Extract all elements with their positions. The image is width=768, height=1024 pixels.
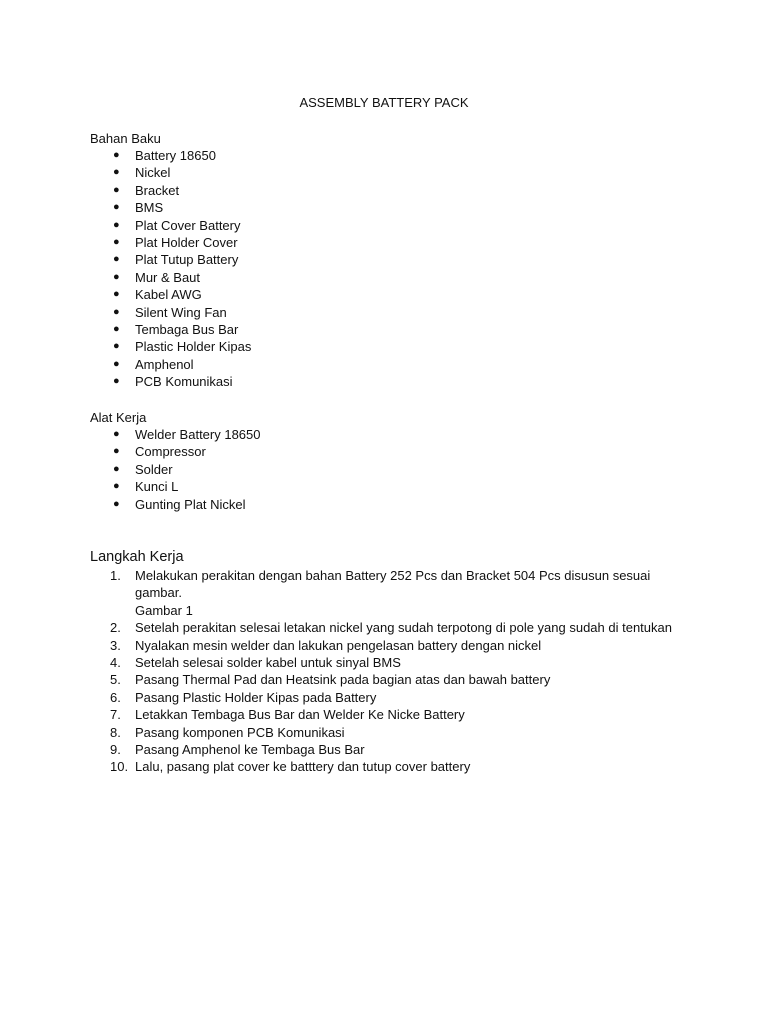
bullet-icon: ● bbox=[113, 322, 120, 335]
bahan-baku-list bbox=[90, 147, 690, 390]
list-item: ● Battery 18650 bbox=[113, 148, 216, 163]
list-item: 3. Nyalakan mesin welder dan lakukan pengelasan battery dengan nickel bbox=[110, 637, 542, 653]
list-item: ● BMS bbox=[113, 200, 164, 216]
list-item: 9. Pasang Amphenol ke Tembaga Bus Bar bbox=[110, 742, 365, 758]
list-item: 7. Letakkan Tembaga Bus Bar dan Welder Ke Nicke Battery bbox=[110, 707, 465, 723]
bahan-baku-heading: Bahan Baku bbox=[90, 131, 161, 146]
bullet-icon: ● bbox=[113, 253, 120, 266]
bullet-icon: ● bbox=[113, 183, 120, 196]
list-item: ● Silent Wing Fan bbox=[113, 304, 227, 320]
list-item: ● Tembaga Bus Bar bbox=[113, 321, 239, 337]
list-item: 1. Melakukan perakitan dengan bahan Battery 252 Pcs dan Bracket 504 Pcs disusun sesuai gambar. Gambar 1 bbox=[110, 568, 651, 618]
bullet-icon: ● bbox=[113, 480, 120, 493]
list-item: 6. Pasang Plastic Holder Kipas pada Battery bbox=[110, 689, 377, 705]
list-item: ● Kunci L bbox=[113, 479, 179, 495]
bullet-icon: ● bbox=[113, 288, 120, 301]
alat-kerja-list bbox=[90, 426, 690, 513]
langkah-kerja-heading: Langkah Kerja bbox=[90, 549, 184, 565]
list-item: ● Welder Battery 18650 bbox=[113, 427, 261, 442]
bullet-icon: ● bbox=[113, 428, 120, 440]
bullet-icon: ● bbox=[113, 149, 120, 161]
langkah-kerja-list bbox=[90, 567, 690, 776]
list-item: ● Nickel bbox=[113, 165, 171, 181]
bullet-icon: ● bbox=[113, 357, 120, 370]
list-item: ● Solder bbox=[113, 461, 173, 477]
list-item: ● Plastic Holder Kipas bbox=[113, 339, 252, 355]
list-item: ● Amphenol bbox=[113, 356, 194, 372]
list-item: 2. Setelah perakitan selesai letakan nickel yang sudah terpotong di pole yang sudah di tentukan bbox=[110, 620, 672, 636]
bullet-icon: ● bbox=[113, 497, 120, 510]
list-item: ● Plat Holder Cover bbox=[113, 234, 238, 250]
list-item: 5. Pasang Thermal Pad dan Heatsink pada bagian atas dan bawah battery bbox=[110, 672, 551, 688]
bullet-icon: ● bbox=[113, 218, 120, 231]
list-item: 8. Pasang komponen PCB Komunikasi bbox=[110, 724, 345, 740]
langkah-kerja-section bbox=[90, 548, 690, 776]
list-item: ● Kabel AWG bbox=[113, 287, 202, 303]
bullet-icon: ● bbox=[113, 340, 120, 353]
bullet-icon: ● bbox=[113, 375, 120, 388]
list-item: ● Plat Cover Battery bbox=[113, 217, 241, 233]
list-item: ● Compressor bbox=[113, 444, 206, 460]
bullet-icon: ● bbox=[113, 270, 120, 283]
bullet-icon: ● bbox=[113, 305, 120, 318]
list-item: ● Plat Tutup Battery bbox=[113, 252, 239, 268]
list-item: 4. Setelah selesai solder kabel untuk sinyal BMS bbox=[110, 655, 401, 671]
alat-kerja-heading: Alat Kerja bbox=[90, 410, 147, 425]
list-item: ● Mur & Baut bbox=[113, 269, 201, 285]
alat-kerja-section bbox=[90, 409, 690, 513]
bullet-icon: ● bbox=[113, 166, 120, 179]
bahan-baku-section bbox=[90, 130, 690, 390]
document-title: ASSEMBLY BATTERY PACK bbox=[299, 95, 469, 110]
bullet-icon: ● bbox=[113, 235, 120, 248]
list-item: ● Gunting Plat Nickel bbox=[113, 496, 246, 512]
bullet-icon: ● bbox=[113, 462, 120, 475]
list-item: ● Bracket bbox=[113, 182, 180, 198]
bullet-icon: ● bbox=[113, 201, 120, 214]
list-item: ● PCB Komunikasi bbox=[113, 374, 233, 390]
bullet-icon: ● bbox=[113, 445, 120, 458]
list-item: 10. Lalu, pasang plat cover ke batttery dan tutup cover battery bbox=[110, 759, 471, 775]
